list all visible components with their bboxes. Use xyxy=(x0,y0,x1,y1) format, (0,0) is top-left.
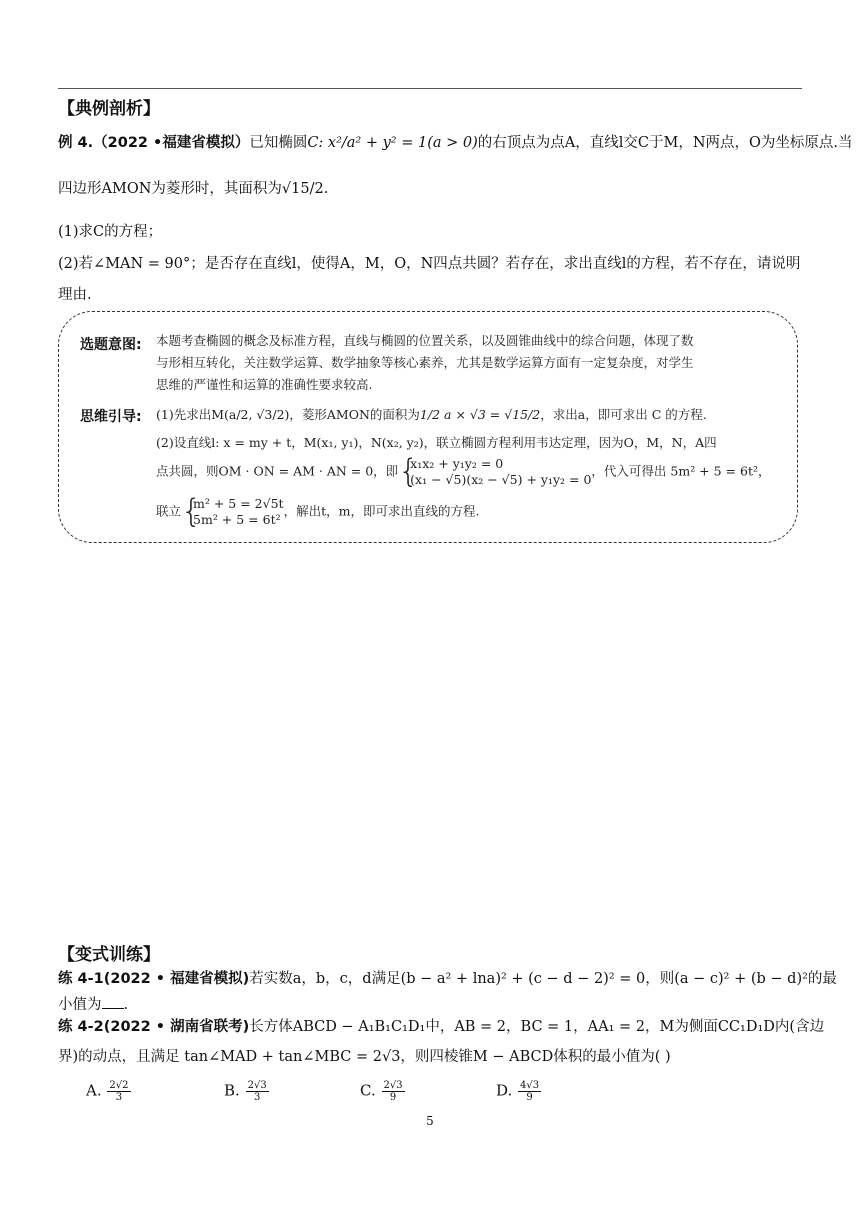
brace-1: { xyxy=(398,452,419,490)
example-text-a: 已知椭圆 xyxy=(249,135,308,151)
choice-a[interactable] xyxy=(86,1080,132,1103)
system-1 xyxy=(398,452,592,490)
ellipse-equation: C: x²/a² + y² = 1(a > 0) xyxy=(307,135,478,151)
question-2-line-2: 理由. xyxy=(58,287,92,303)
choice-b-numerator: 2√3 xyxy=(247,1080,267,1091)
guide-step-2-line-1: (2)设直线l: x = my + t，M(x₁, y₁)，N(x₂, y₂)，联立椭圆方程利用韦达定理，因为O，M，N，A四 xyxy=(156,435,717,450)
choice-d-letter: D. xyxy=(496,1081,513,1100)
guide-step-1-a: (1)先求出M(a/2, √3/2)，菱形AMON的面积为 xyxy=(156,407,420,422)
intent-line-2: 与形相互转化，关注数学运算、数学抽象等核心素养，尤其是数学运算方面有一定复杂度，对学生 xyxy=(156,355,694,370)
intent-line-1: 本题考查椭圆的概念及标准方程，直线与椭圆的位置关系，以及圆锥曲线中的综合问题，体现了数 xyxy=(156,333,694,348)
practice-2-source: (2022 • 湖南省联考) xyxy=(103,1019,250,1035)
guide-step-2-line-2-a: 点共圆，则OM · ON = AM · AN = 0，即 xyxy=(156,463,399,479)
guide-step-2-line-3-a: 联立 xyxy=(156,503,182,519)
guide-step-2-line-2 xyxy=(156,452,782,490)
question-1: (1)求C的方程； xyxy=(58,224,163,240)
choice-d-denominator: 9 xyxy=(526,1092,533,1103)
question-2-line-1: (2)若∠MAN = 90°；是否存在直线l，使得A，M，O，N四点共圆？若存在，求出直线l的方程，若不存在，请说明 xyxy=(58,256,801,272)
practice-2-text-a: 长方体ABCD − A₁B₁C₁D₁中，AB = 2，BC = 1，AA₁ = 2，M为侧面CC₁D₁D内(含边 xyxy=(249,1019,825,1035)
example-source: （2022 •福建省模拟） xyxy=(93,135,250,151)
practice-1-line-2 xyxy=(58,993,802,1014)
example-text-b: 的右顶点为点A，直线l交C于M，N两点，O为坐标原点.当 xyxy=(477,135,853,151)
system-1-row-1: x₁x₂ + y₁y₂ = 0 xyxy=(410,456,504,471)
guide-step-2-line-2-b: ，代入可得出 5m² + 5 = 6t²， xyxy=(591,463,771,479)
answer-choices xyxy=(86,1080,806,1108)
example-line-1 xyxy=(58,131,853,152)
system-2-row-1: m² + 5 = 2√5t xyxy=(193,496,284,511)
choice-b-fraction xyxy=(246,1080,269,1103)
choice-c-denominator: 9 xyxy=(389,1092,397,1103)
practice-1-text-b: 小值为 xyxy=(58,997,102,1013)
brace-2: { xyxy=(181,492,202,530)
system-1-row-2: (x₁ − √5)(x₂ − √5) + y₁y₂ = 0 xyxy=(410,472,592,487)
guide-step-2-line-3 xyxy=(156,492,782,530)
choice-c-letter: C. xyxy=(360,1081,376,1100)
practice-2-line-2: 界)的动点，且满足 tan∠MAD + tan∠MBC = 2√3，则四棱锥M − ABCD体积的最小值为( ) xyxy=(58,1049,671,1065)
practice-2-line-1 xyxy=(58,1015,825,1036)
choice-a-fraction xyxy=(107,1080,130,1103)
choice-c-fraction xyxy=(382,1080,405,1103)
choice-c[interactable] xyxy=(360,1080,406,1103)
intent-label: 选题意图: xyxy=(80,337,142,353)
example-label: 例 4. xyxy=(58,135,94,151)
choice-a-letter: A. xyxy=(86,1081,102,1100)
practice-1-label: 练 4-1 xyxy=(58,971,104,987)
choice-a-denominator: 3 xyxy=(115,1092,123,1103)
answer-blank xyxy=(102,994,124,1009)
choice-c-numerator: 2√3 xyxy=(383,1080,403,1091)
practice-1-source: (2022 • 福建省模拟) xyxy=(103,971,250,987)
system-2 xyxy=(181,492,284,530)
choice-d[interactable] xyxy=(496,1080,542,1103)
intent-text xyxy=(156,330,782,396)
choice-d-numerator: 4√3 xyxy=(520,1080,540,1091)
page-number: 5 xyxy=(426,1114,434,1128)
practice-1-text-a: 若实数a，b，c，d满足(b − a² + lna)² + (c − d − 2)² = 0，则(a − c)² + (b − d)²的最 xyxy=(249,971,837,987)
section-title-practice: 【变式训练】 xyxy=(58,945,160,965)
header-rule xyxy=(58,88,802,89)
guide-step-1 xyxy=(156,404,782,426)
guide-label: 思维引导: xyxy=(80,409,142,425)
section-title-examples: 【典例剖析】 xyxy=(58,99,160,119)
practice-2-label: 练 4-2 xyxy=(58,1019,104,1035)
choice-b[interactable] xyxy=(224,1080,270,1103)
choice-b-denominator: 3 xyxy=(253,1092,261,1103)
choice-b-letter: B. xyxy=(224,1081,240,1100)
practice-1-line-1 xyxy=(58,967,837,988)
choice-d-fraction xyxy=(518,1080,541,1103)
guide-step-1-c: ，求出a，即可求出 C 的方程. xyxy=(540,407,707,422)
intent-line-3: 思维的严谨性和运算的准确性要求较高. xyxy=(156,377,373,392)
choice-a-numerator: 2√2 xyxy=(109,1080,129,1091)
guide-step-1-b: 1/2 a × √3 = √15/2 xyxy=(419,407,541,422)
example-line-2: 四边形AMON为菱形时，其面积为√15/2. xyxy=(58,181,329,197)
system-2-row-2: 5m² + 5 = 6t² xyxy=(193,512,281,527)
practice-1-text-c: . xyxy=(123,997,129,1013)
guide-step-2-line-3-b: ，解出t，m，即可求出直线的方程. xyxy=(283,503,480,519)
